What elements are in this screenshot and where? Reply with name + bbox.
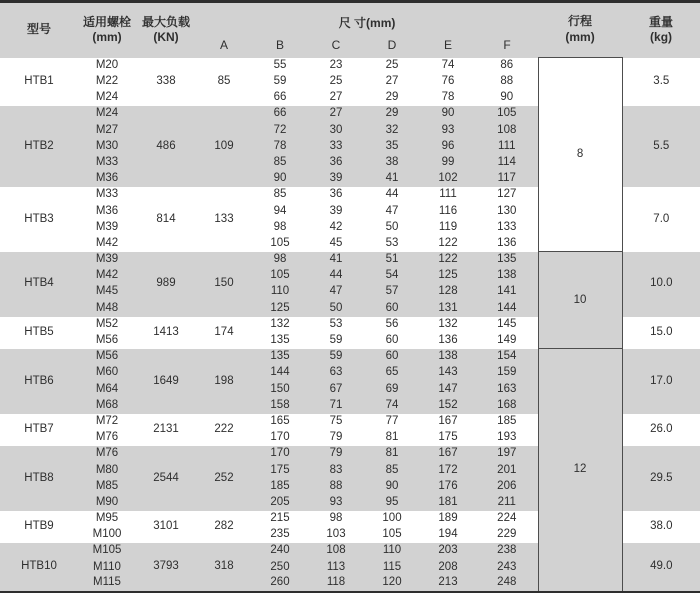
dim-b-cell: 175 [252, 462, 308, 478]
dim-c-cell: 36 [329, 188, 343, 201]
bolt-cell: M30 [78, 138, 136, 154]
dim-c-cell: 41 [308, 252, 364, 268]
dim-f-cell: 88 [500, 75, 514, 88]
dim-d-cell: 69 [364, 381, 420, 397]
dim-c-cell: 30 [308, 122, 364, 138]
dim-c-cell: 79 [308, 446, 364, 462]
bolt-cell: M56 [95, 334, 119, 347]
col-header-weight-line2: (kg) [650, 30, 673, 45]
dim-e-cell: 136 [438, 334, 458, 347]
col-header-d: D [364, 32, 420, 58]
bolt-cell: M33 [78, 155, 136, 171]
dim-b-cell: 150 [252, 381, 308, 397]
dim-e-cell: 90 [420, 106, 476, 122]
table-header [0, 2, 700, 58]
dim-e-cell: 93 [420, 122, 476, 138]
model-cell: HTB2 [0, 106, 78, 187]
bolt-cell: M48 [78, 300, 136, 316]
dim-c-cell: 25 [329, 75, 343, 88]
table-row [0, 252, 700, 268]
dim-f-cell: 224 [497, 512, 517, 525]
col-header-stroke-line2: (mm) [565, 30, 595, 44]
stroke-cell: 8 [538, 58, 622, 252]
bolt-cell: M42 [95, 236, 119, 249]
dim-c-cell: 88 [308, 478, 364, 494]
dim-b-cell: 66 [273, 91, 287, 104]
load-cell: 989 [136, 252, 196, 317]
load-cell: 2544 [136, 446, 196, 511]
dim-f-cell: 117 [476, 171, 538, 187]
bolt-cell: M42 [78, 268, 136, 284]
bolt-cell: M76 [95, 431, 119, 444]
dim-e-cell: 119 [438, 220, 458, 233]
dim-a-cell: 252 [196, 446, 252, 511]
dim-d-cell: 115 [364, 559, 420, 575]
dim-e-cell: 102 [420, 171, 476, 187]
model-cell: HTB3 [24, 212, 54, 225]
dim-d-cell: 100 [382, 512, 402, 525]
col-header-load-line1: 最大负载 [141, 14, 190, 29]
bolt-cell: M45 [78, 284, 136, 300]
dim-c-cell: 45 [329, 236, 343, 249]
weight-cell: 5.5 [622, 106, 700, 187]
header-row-top [0, 2, 700, 32]
dim-f-cell: 130 [497, 204, 517, 217]
dim-e-cell: 167 [420, 446, 476, 462]
dim-e-cell: 96 [420, 138, 476, 154]
load-cell: 3101 [153, 520, 179, 533]
dim-e-cell: 175 [438, 431, 458, 444]
dim-e-cell: 147 [420, 381, 476, 397]
dim-f-cell: 238 [476, 543, 538, 559]
load-cell: 3793 [136, 543, 196, 592]
model-cell: HTB5 [24, 325, 54, 338]
dim-b-cell: 72 [252, 122, 308, 138]
dim-f-cell: 136 [497, 236, 517, 249]
bolt-cell: M90 [78, 495, 136, 511]
dim-b-cell: 165 [270, 414, 290, 427]
col-header-e: E [420, 32, 476, 58]
dim-d-cell: 47 [385, 204, 399, 217]
dim-e-cell: 176 [420, 478, 476, 494]
col-header-model: 型号 [0, 2, 78, 58]
dim-f-cell: 229 [497, 528, 517, 541]
dim-d-cell: 29 [364, 106, 420, 122]
dim-f-cell: 138 [476, 268, 538, 284]
bolt-cell: M24 [78, 106, 136, 122]
dim-e-cell: 138 [420, 349, 476, 365]
dim-e-cell: 74 [441, 58, 455, 71]
dim-a-cell: 133 [214, 212, 234, 225]
dim-e-cell: 213 [420, 576, 476, 592]
dim-f-cell: 159 [476, 365, 538, 381]
load-cell: 814 [156, 212, 176, 225]
model-cell: HTB7 [24, 423, 54, 436]
weight-cell: 26.0 [650, 423, 673, 436]
dim-b-cell: 90 [252, 171, 308, 187]
bolt-cell: M110 [78, 559, 136, 575]
dim-e-cell: 194 [438, 528, 458, 541]
dim-d-cell: 90 [364, 478, 420, 494]
bolt-cell: M39 [78, 252, 136, 268]
model-cell: HTB1 [24, 75, 54, 88]
dim-b-cell: 98 [273, 220, 287, 233]
dim-f-cell: 86 [500, 58, 514, 71]
dim-f-cell: 105 [476, 106, 538, 122]
col-header-bolt-line1: 适用螺栓 [82, 14, 131, 29]
dim-d-cell: 50 [385, 220, 399, 233]
col-header-bolt [78, 2, 136, 58]
dim-f-cell: 135 [476, 252, 538, 268]
dim-b-cell: 132 [270, 317, 290, 330]
model-cell: HTB4 [0, 252, 78, 317]
dim-c-cell: 71 [308, 397, 364, 413]
dim-e-cell: 208 [420, 559, 476, 575]
dim-a-cell: 85 [217, 75, 231, 88]
model-cell: HTB10 [0, 543, 78, 592]
col-header-weight-line1: 重量 [649, 14, 674, 29]
dim-a-cell: 198 [196, 349, 252, 414]
dim-d-cell: 105 [382, 528, 402, 541]
dim-b-cell: 240 [252, 543, 308, 559]
dim-b-cell: 250 [252, 559, 308, 575]
dim-b-cell: 135 [252, 349, 308, 365]
dim-b-cell: 260 [252, 576, 308, 592]
dim-e-cell: 122 [438, 236, 458, 249]
bolt-cell: M20 [95, 58, 119, 71]
dim-c-cell: 50 [308, 300, 364, 316]
load-cell: 486 [136, 106, 196, 187]
col-header-load-line2: (KN) [153, 30, 179, 45]
dim-c-cell: 27 [308, 106, 364, 122]
dim-f-cell: 168 [476, 397, 538, 413]
dim-c-cell: 98 [329, 512, 343, 525]
dim-c-cell: 44 [308, 268, 364, 284]
dim-a-cell: 174 [214, 325, 234, 338]
col-header-bolt-line2: (mm) [92, 30, 122, 45]
weight-cell: 49.0 [622, 543, 700, 592]
dim-d-cell: 120 [364, 576, 420, 592]
dim-f-cell: 145 [497, 317, 517, 330]
dim-b-cell: 144 [252, 365, 308, 381]
bolt-cell: M36 [95, 204, 119, 217]
bolt-cell: M52 [95, 317, 119, 330]
bolt-cell: M80 [78, 462, 136, 478]
dim-e-cell: 181 [420, 495, 476, 511]
dim-c-cell: 23 [329, 58, 343, 71]
dim-b-cell: 66 [252, 106, 308, 122]
dim-b-cell: 105 [252, 268, 308, 284]
dim-f-cell: 243 [476, 559, 538, 575]
weight-cell: 29.5 [622, 446, 700, 511]
dim-d-cell: 60 [385, 334, 399, 347]
bolt-cell: M85 [78, 478, 136, 494]
dim-e-cell: 128 [420, 284, 476, 300]
col-header-stroke [538, 2, 622, 58]
bolt-cell: M24 [95, 91, 119, 104]
bolt-cell: M22 [95, 75, 119, 88]
dim-c-cell: 63 [308, 365, 364, 381]
bolt-cell: M33 [95, 188, 119, 201]
dim-a-cell: 282 [214, 520, 234, 533]
dim-c-cell: 103 [326, 528, 346, 541]
col-header-c: C [308, 32, 364, 58]
dim-b-cell: 235 [270, 528, 290, 541]
dim-f-cell: 248 [476, 576, 538, 592]
dim-d-cell: 60 [364, 300, 420, 316]
col-header-size-group: 尺 寸(mm) [196, 2, 538, 32]
col-header-a: A [196, 32, 252, 58]
dim-d-cell: 29 [385, 91, 399, 104]
dim-d-cell: 81 [364, 446, 420, 462]
bolt-cell: M95 [95, 512, 119, 525]
weight-cell: 17.0 [622, 349, 700, 414]
dim-d-cell: 57 [364, 284, 420, 300]
table-body [0, 58, 700, 592]
dim-f-cell: 144 [476, 300, 538, 316]
load-cell: 1649 [136, 349, 196, 414]
dim-d-cell: 60 [364, 349, 420, 365]
dim-e-cell: 131 [420, 300, 476, 316]
dim-c-cell: 93 [308, 495, 364, 511]
bolt-cell: M64 [78, 381, 136, 397]
dim-d-cell: 85 [364, 462, 420, 478]
dim-f-cell: 108 [476, 122, 538, 138]
col-header-weight [622, 2, 700, 58]
bolt-cell: M56 [78, 349, 136, 365]
dim-f-cell: 154 [476, 349, 538, 365]
bolt-cell: M36 [78, 171, 136, 187]
dim-c-cell: 33 [308, 138, 364, 154]
dim-e-cell: 167 [438, 414, 458, 427]
dim-a-cell: 222 [214, 423, 234, 436]
dim-c-cell: 47 [308, 284, 364, 300]
dim-f-cell: 90 [500, 91, 514, 104]
bolt-cell: M105 [78, 543, 136, 559]
dim-c-cell: 83 [308, 462, 364, 478]
dim-e-cell: 111 [439, 188, 457, 201]
dim-d-cell: 74 [364, 397, 420, 413]
dim-b-cell: 78 [252, 138, 308, 154]
dim-d-cell: 38 [364, 155, 420, 171]
dim-b-cell: 205 [252, 495, 308, 511]
dim-c-cell: 36 [308, 155, 364, 171]
dim-b-cell: 215 [270, 512, 290, 525]
load-cell: 1413 [153, 325, 179, 338]
dim-e-cell: 189 [438, 512, 458, 525]
dim-b-cell: 135 [270, 334, 290, 347]
dim-e-cell: 76 [441, 75, 455, 88]
dim-b-cell: 170 [270, 431, 290, 444]
dim-f-cell: 206 [476, 478, 538, 494]
model-cell: HTB6 [0, 349, 78, 414]
dim-c-cell: 39 [329, 204, 343, 217]
dim-d-cell: 41 [364, 171, 420, 187]
weight-cell: 10.0 [622, 252, 700, 317]
dim-c-cell: 113 [308, 559, 364, 575]
dim-a-cell: 150 [196, 252, 252, 317]
dim-c-cell: 27 [329, 91, 343, 104]
dim-f-cell: 141 [476, 284, 538, 300]
dim-c-cell: 79 [329, 431, 343, 444]
dim-c-cell: 42 [329, 220, 343, 233]
dim-e-cell: 78 [441, 91, 455, 104]
dim-b-cell: 105 [270, 236, 290, 249]
load-cell: 338 [156, 75, 176, 88]
dim-d-cell: 32 [364, 122, 420, 138]
dim-f-cell: 193 [497, 431, 517, 444]
stroke-cell: 12 [538, 349, 622, 592]
dim-c-cell: 53 [329, 317, 343, 330]
weight-cell: 38.0 [650, 520, 673, 533]
dim-c-cell: 118 [308, 576, 364, 592]
dim-c-cell: 59 [329, 334, 343, 347]
table-row [0, 349, 700, 365]
dim-d-cell: 51 [364, 252, 420, 268]
dim-b-cell: 98 [252, 252, 308, 268]
dim-c-cell: 108 [308, 543, 364, 559]
dim-f-cell: 149 [497, 334, 517, 347]
col-header-stroke-line1: 行程 [568, 14, 593, 29]
dim-b-cell: 110 [252, 284, 308, 300]
dim-e-cell: 203 [420, 543, 476, 559]
dim-d-cell: 95 [364, 495, 420, 511]
dim-c-cell: 67 [308, 381, 364, 397]
weight-cell: 3.5 [653, 75, 670, 88]
dim-c-cell: 59 [308, 349, 364, 365]
dim-e-cell: 99 [420, 155, 476, 171]
dim-b-cell: 85 [252, 155, 308, 171]
bolt-cell: M72 [95, 414, 119, 427]
dim-b-cell: 94 [273, 204, 287, 217]
dim-e-cell: 152 [420, 397, 476, 413]
col-header-f: F [476, 32, 538, 58]
dim-d-cell: 77 [385, 414, 399, 427]
dim-b-cell: 170 [252, 446, 308, 462]
dim-a-cell: 318 [196, 543, 252, 592]
dim-e-cell: 143 [420, 365, 476, 381]
col-header-load [136, 2, 196, 58]
dim-d-cell: 35 [364, 138, 420, 154]
dim-f-cell: 201 [476, 462, 538, 478]
dim-e-cell: 132 [438, 317, 458, 330]
col-header-b: B [252, 32, 308, 58]
dim-c-cell: 39 [308, 171, 364, 187]
bolt-cell: M100 [92, 528, 122, 541]
dim-f-cell: 111 [476, 138, 538, 154]
dim-e-cell: 116 [438, 204, 458, 217]
dim-d-cell: 53 [385, 236, 399, 249]
dim-b-cell: 55 [273, 58, 287, 71]
dim-a-cell: 109 [196, 106, 252, 187]
load-cell: 2131 [153, 423, 179, 436]
dim-d-cell: 65 [364, 365, 420, 381]
dim-f-cell: 197 [476, 446, 538, 462]
dim-b-cell: 85 [273, 188, 287, 201]
dim-f-cell: 114 [476, 155, 538, 171]
dim-d-cell: 56 [385, 317, 399, 330]
bolt-cell: M39 [95, 220, 119, 233]
table-row [0, 58, 700, 74]
dim-f-cell: 163 [476, 381, 538, 397]
dim-d-cell: 27 [385, 75, 399, 88]
dim-d-cell: 25 [385, 58, 399, 71]
dim-e-cell: 122 [420, 252, 476, 268]
dim-e-cell: 125 [420, 268, 476, 284]
dim-b-cell: 158 [252, 397, 308, 413]
dim-c-cell: 75 [329, 414, 343, 427]
dim-f-cell: 133 [497, 220, 517, 233]
dim-b-cell: 59 [273, 75, 287, 88]
bolt-cell: M115 [78, 576, 136, 592]
bolt-cell: M68 [78, 397, 136, 413]
bolt-cell: M60 [78, 365, 136, 381]
dim-e-cell: 172 [420, 462, 476, 478]
model-cell: HTB8 [0, 446, 78, 511]
weight-cell: 15.0 [650, 325, 673, 338]
stroke-cell: 10 [538, 252, 622, 349]
dim-f-cell: 211 [476, 495, 538, 511]
bolt-cell: M27 [78, 122, 136, 138]
dim-d-cell: 81 [385, 431, 399, 444]
bolt-cell: M76 [78, 446, 136, 462]
weight-cell: 7.0 [653, 212, 670, 225]
dim-f-cell: 127 [497, 188, 517, 201]
dim-d-cell: 54 [364, 268, 420, 284]
model-cell: HTB9 [24, 520, 54, 533]
dim-b-cell: 125 [252, 300, 308, 316]
dim-f-cell: 185 [497, 414, 517, 427]
dim-d-cell: 110 [364, 543, 420, 559]
dim-b-cell: 185 [252, 478, 308, 494]
dim-d-cell: 44 [385, 188, 399, 201]
